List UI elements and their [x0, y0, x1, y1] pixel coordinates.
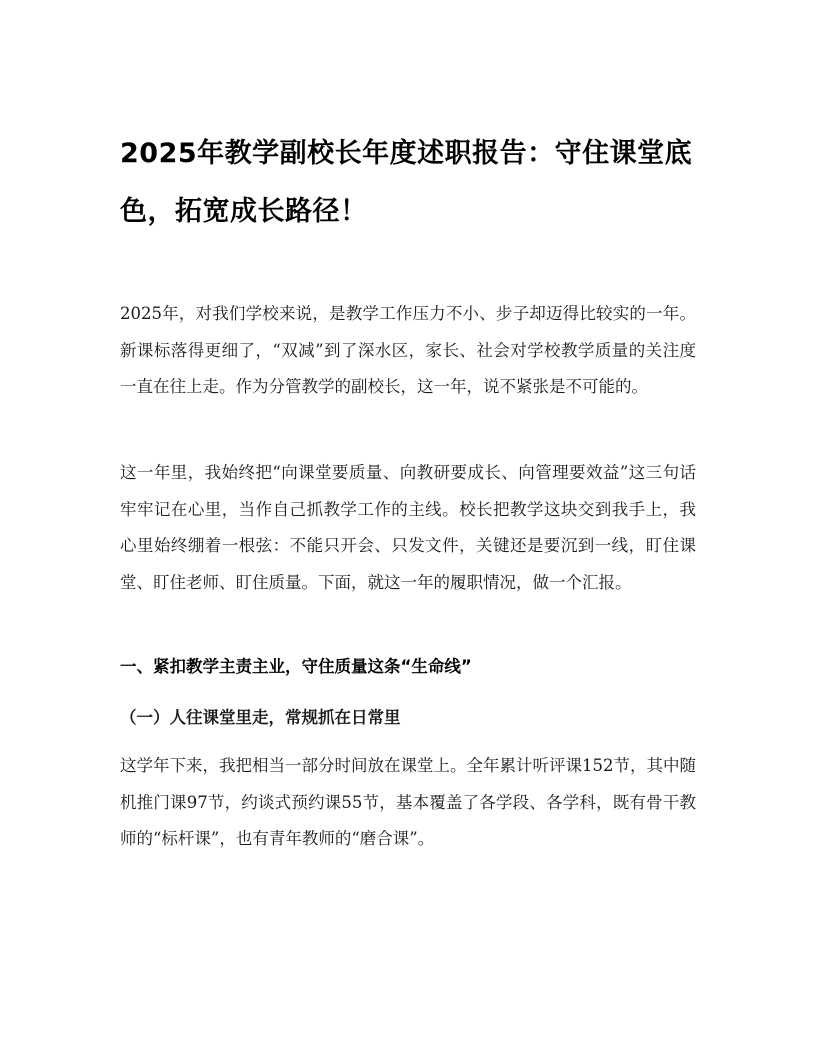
classroom-observation-paragraph: 这学年下来，我把相当一部分时间放在课堂上。全年累计听评课152节，其中随机推门课97节，约谈式预约课55节，基本覆盖了各学段、各学科，既有骨干教师的“标杆课”，也有青年教师的“磨合课”。 [120, 756, 696, 848]
document-title: 2025年教学副校长年度述职报告：守住课堂底色，拓宽成长路径！ [120, 138, 693, 227]
subsection-heading: （一）人往课堂里走，常规抓在日常里 [120, 708, 401, 727]
mission-paragraph: 这一年里，我始终把“向课堂要质量、向教研要成长、向管理要效益”这三句话牢牢记在心里，当作自己抓教学工作的主线。校长把教学这块交到我手上，我心里始终绷着一根弦：不能只开会、只发文件，关键还是要沉到一线，盯住课堂、盯住老师、盯住质量。下面，就这一年的履职情况，做一个汇报。 [120, 463, 696, 592]
section-heading: 一、紧扣教学主责主业，守住质量这条“生命线” [120, 657, 472, 676]
intro-paragraph: 2025年，对我们学校来说，是教学工作压力不小、步子却迈得比较实的一年。新课标落得更细了，“双减”到了深水区，家长、社会对学校教学质量的关注度一直在往上走。作为分管教学的副校长，这一年，说不紧张是不可能的。 [120, 304, 696, 396]
